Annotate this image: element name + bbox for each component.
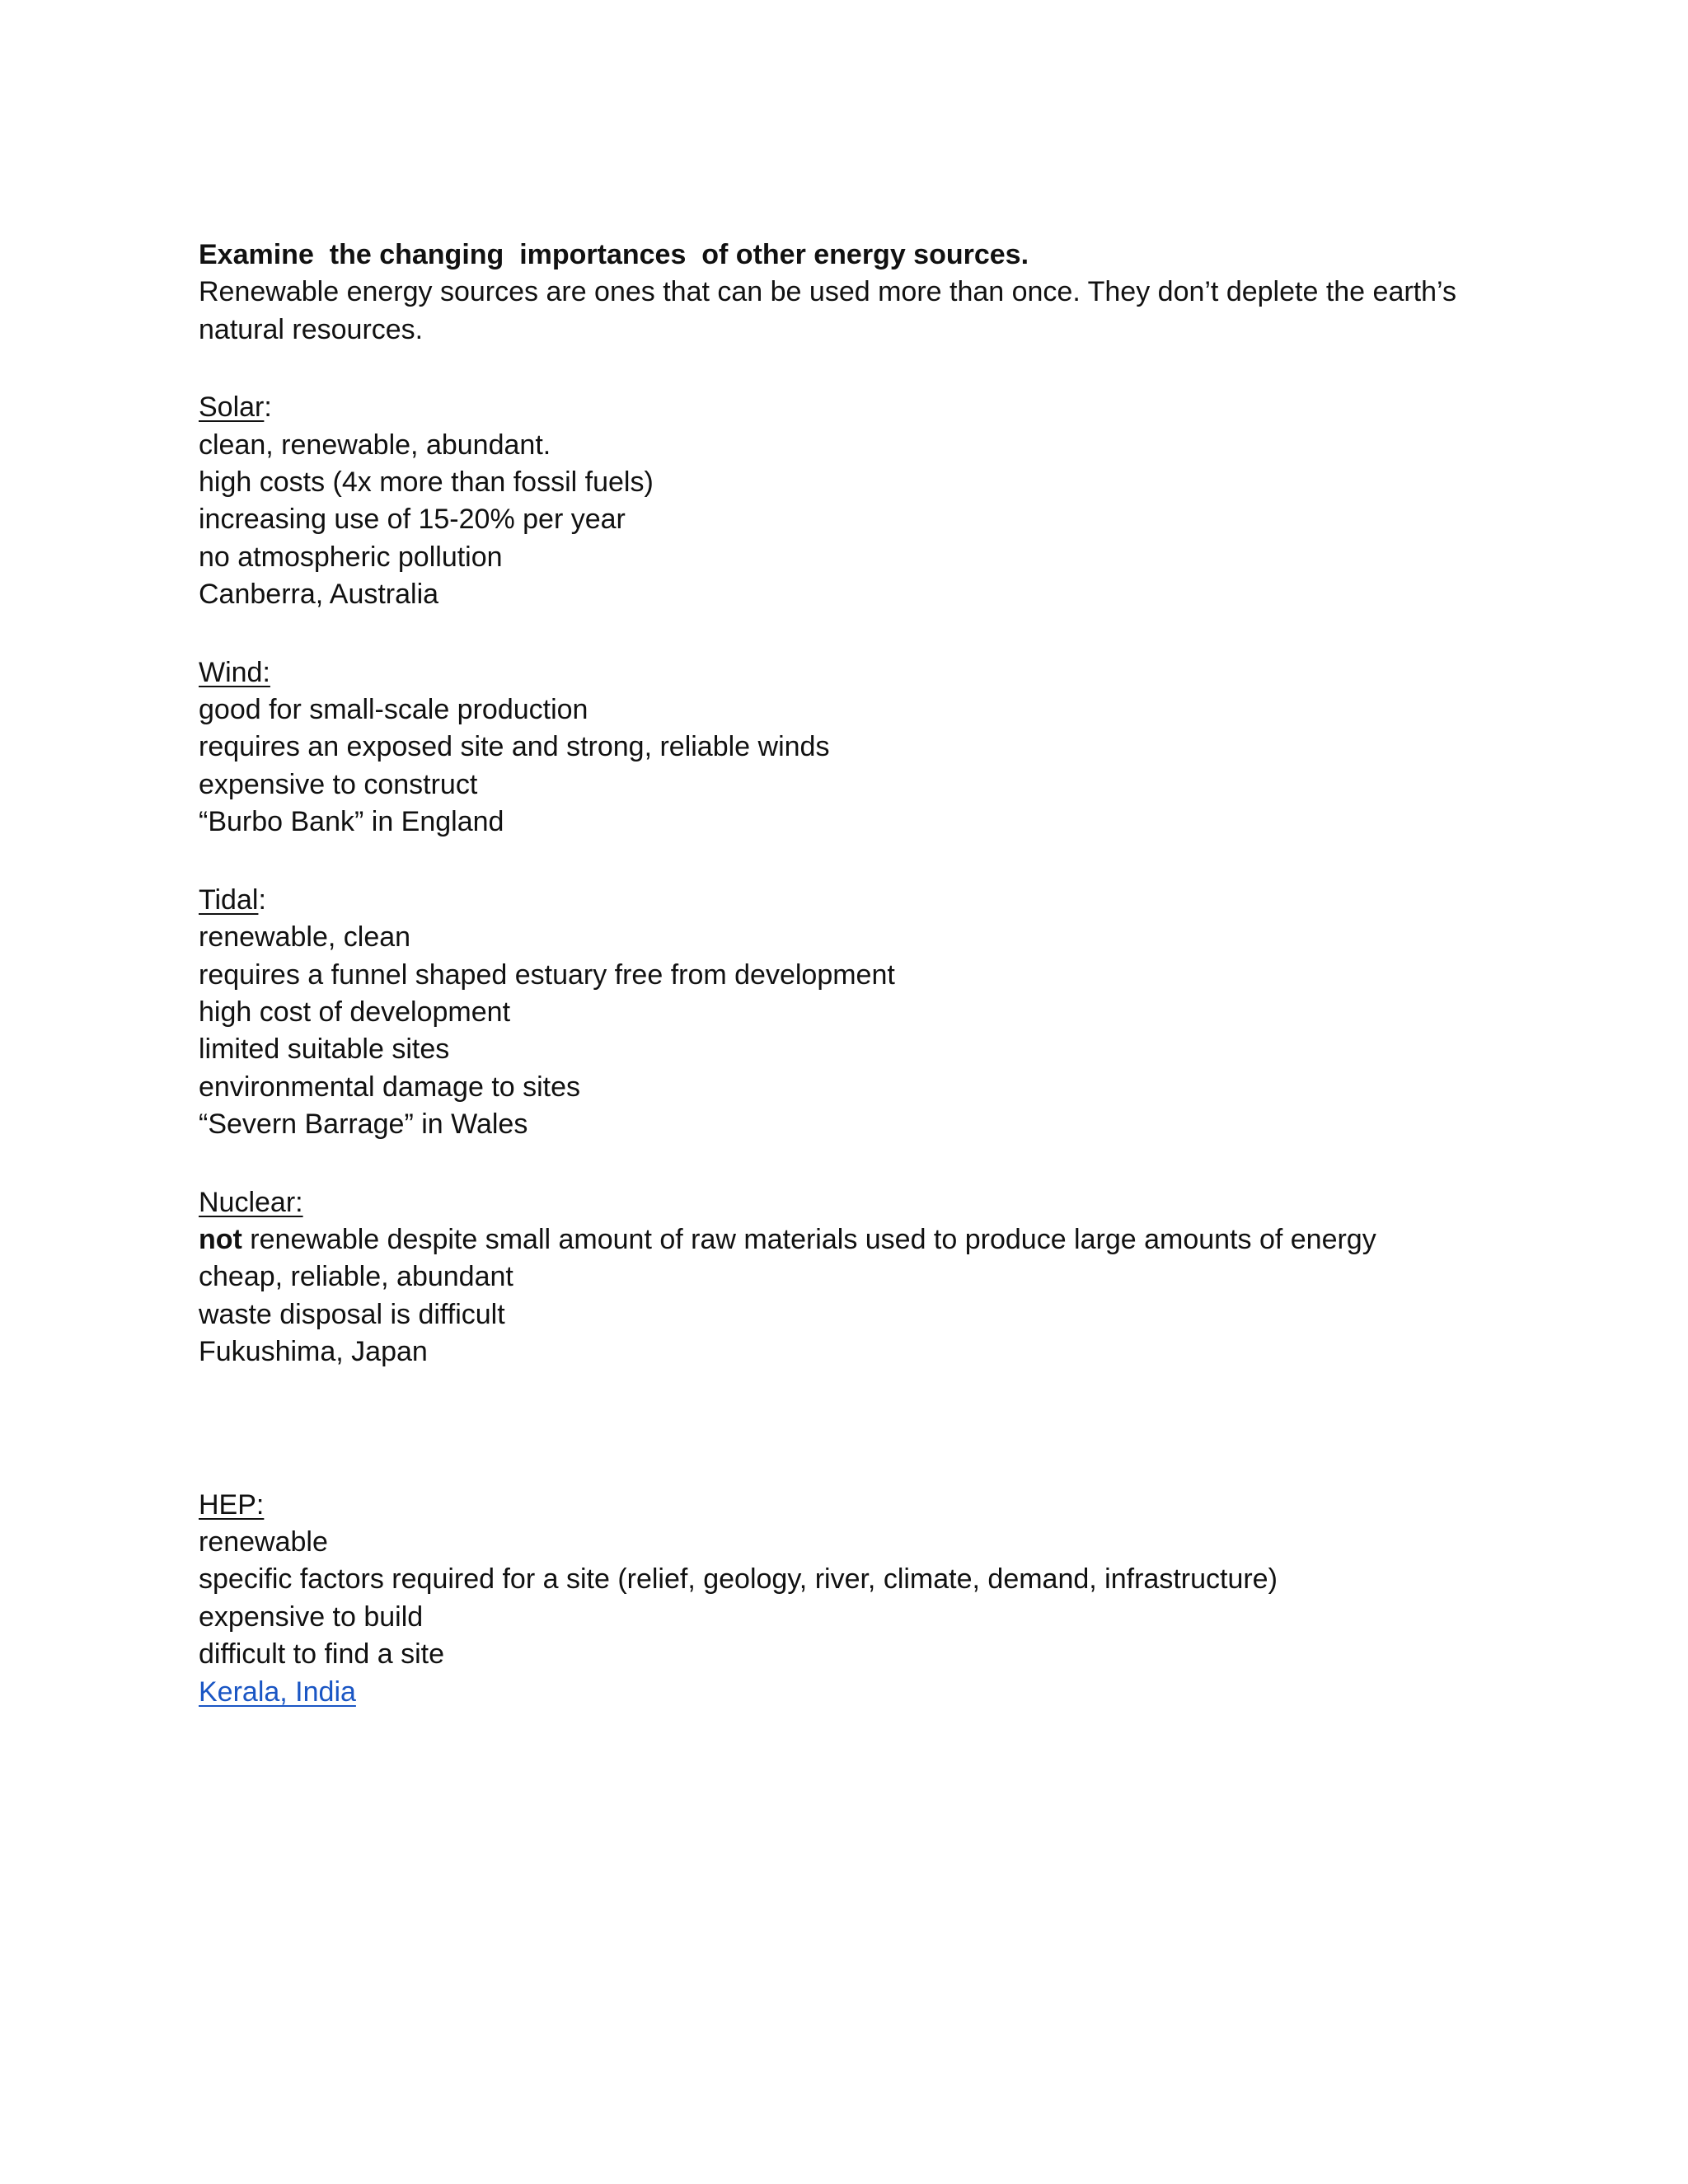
solar-heading-colon: :: [264, 391, 272, 424]
tidal-line: renewable, clean: [199, 921, 411, 954]
wind-heading-row: [199, 654, 1534, 691]
nuclear-first-line: [199, 1221, 1534, 1258]
solar-line: increasing use of 15-20% per year: [199, 504, 626, 536]
intro-line-1: Renewable energy sources are ones that can be used more than once. They don’t deplete the earth’s: [199, 276, 1456, 308]
spacer: [199, 349, 1534, 389]
kerala-india-link[interactable]: Kerala, India: [199, 1675, 356, 1708]
solar-heading-row: [199, 389, 1534, 426]
wind-line: “Burbo Bank” in England: [199, 806, 504, 838]
wind-heading: Wind:: [199, 656, 270, 688]
tidal-line: environmental damage to sites: [199, 1071, 581, 1103]
tidal-line: limited suitable sites: [199, 1033, 450, 1066]
hep-link-row: [199, 1674, 1534, 1711]
tidal-heading-row: [199, 882, 1534, 919]
tidal-heading-colon: :: [258, 883, 266, 916]
document-title: Examine the changing importances of other energy sources.: [199, 239, 1029, 270]
nuclear-line: waste disposal is difficult: [199, 1298, 505, 1330]
nuclear-first-line-rest: renewable despite small amount of raw materials used to produce large amounts of energy: [241, 1223, 1376, 1255]
wind-line: requires an exposed site and strong, reliable winds: [199, 731, 830, 763]
hep-line: specific factors required for a site (relief, geology, river, climate, demand, infrastructure): [199, 1563, 1278, 1596]
nuclear-line: cheap, reliable, abundant: [199, 1261, 513, 1293]
wind-line: expensive to construct: [199, 768, 478, 800]
intro-line-2: natural resources.: [199, 313, 424, 345]
tidal-line: “Severn Barrage” in Wales: [199, 1108, 528, 1141]
hep-line: difficult to find a site: [199, 1638, 444, 1671]
solar-line: no atmospheric pollution: [199, 541, 503, 573]
nuclear-not-emphasis: not: [199, 1223, 242, 1255]
document-body: [199, 237, 1534, 1711]
solar-heading: Solar: [199, 391, 265, 424]
nuclear-heading: Nuclear:: [199, 1186, 303, 1218]
tidal-line: high cost of development: [199, 996, 511, 1028]
solar-line: clean, renewable, abundant.: [199, 429, 551, 461]
hep-line: expensive to build: [199, 1601, 424, 1633]
tidal-line: requires a funnel shaped estuary free from development: [199, 958, 895, 991]
spacer: [199, 841, 1534, 882]
hep-heading-row: [199, 1487, 1534, 1524]
solar-line: Canberra, Australia: [199, 579, 439, 611]
hep-line: renewable: [199, 1526, 328, 1558]
tidal-heading: Tidal: [199, 883, 259, 916]
spacer: [199, 1371, 1534, 1487]
spacer: [199, 1144, 1534, 1184]
solar-line: high costs (4x more than fossil fuels): [199, 466, 654, 499]
wind-line: good for small-scale production: [199, 694, 588, 726]
hep-heading: HEP:: [199, 1488, 265, 1521]
spacer: [199, 614, 1534, 654]
nuclear-heading-row: [199, 1184, 1534, 1221]
nuclear-line: Fukushima, Japan: [199, 1336, 428, 1368]
